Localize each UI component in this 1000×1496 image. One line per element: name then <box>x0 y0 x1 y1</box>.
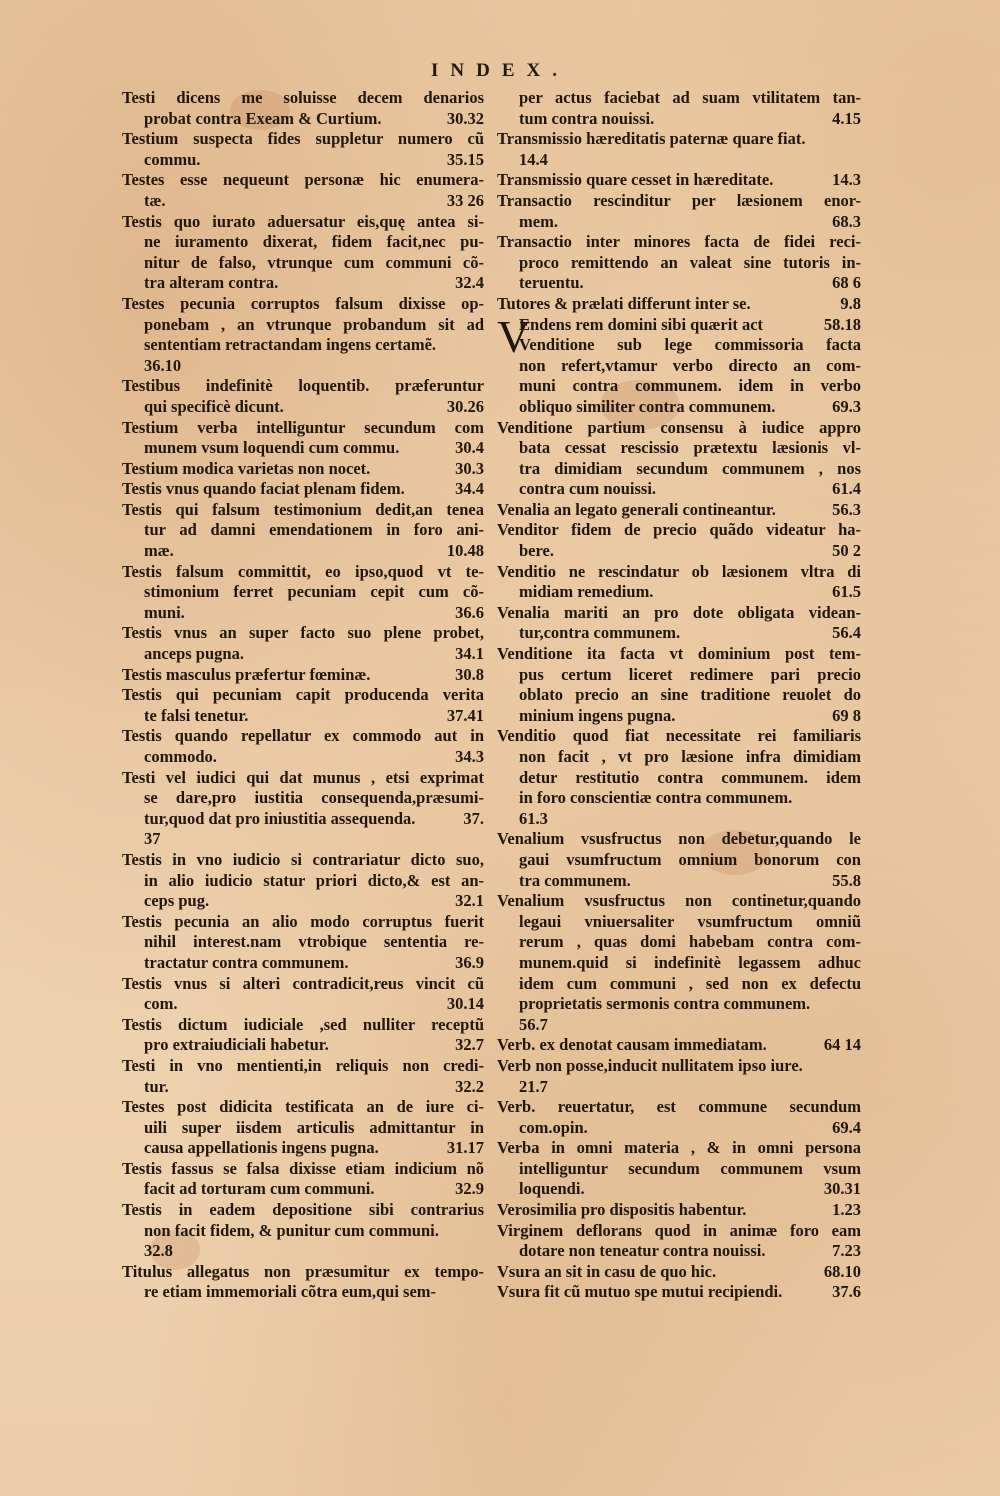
page-reference: 61.3 <box>519 808 548 828</box>
index-entry <box>122 459 484 480</box>
index-entry <box>122 562 484 624</box>
entry-line: Transactio rescinditur per læsionem enor- <box>497 190 861 210</box>
index-entry <box>497 1200 861 1221</box>
page-reference: 9.8 <box>840 293 861 313</box>
entry-text: Verb. ex denotat causam immediatam. <box>497 1035 767 1055</box>
entry-text: pro extraiudiciali habetur. <box>144 1035 329 1055</box>
entry-line: nihil interest.nam vtrobique sententia re- <box>144 932 484 952</box>
entry-line: Testi vel iudici qui dat munus , etsi exprimat <box>122 767 484 787</box>
entry-line: detur restitutio contra communem. idem <box>519 767 861 787</box>
entry-line <box>497 273 861 294</box>
entry-text: Transmissio quare cesset in hæreditate. <box>497 170 774 190</box>
index-entry <box>497 191 861 232</box>
entry-line: legaui vniuersaliter vsumfructum omniũ <box>519 911 861 931</box>
page-reference: 56.7 <box>519 1014 548 1034</box>
entry-text: com.opin. <box>519 1117 588 1137</box>
entry-line: Venditione partium consensu à iudice appro <box>497 417 861 437</box>
entry-line: Venditor fidem de precio quãdo videatur ha- <box>497 520 861 540</box>
entry-line: Venditione sub lege commissoria facta <box>519 335 861 355</box>
index-entry <box>497 129 861 170</box>
entry-line: Venditione ita facta vt dominium post tem- <box>497 644 861 664</box>
page-reference: 21.7 <box>519 1076 548 1096</box>
entry-line: non refert,vtamur verbo directo an com- <box>519 355 861 375</box>
page-header: INDEX. <box>431 60 569 81</box>
entry-text: munem vsum loquendi cum commu. <box>144 438 400 458</box>
entry-line <box>122 1035 484 1056</box>
entry-line: in foro conscientiæ contra communem. <box>519 788 793 808</box>
entry-line <box>497 212 861 233</box>
entry-line: Verb non posse,inducit nullitatem ipso iure. <box>497 1055 803 1075</box>
page-reference: 37.41 <box>446 705 484 725</box>
entry-text: mem. <box>519 211 558 231</box>
entry-text: Vsura an sit in casu de quo hic. <box>497 1261 717 1281</box>
entry-line: Verb. reuertatur, est commune secundum <box>497 1097 861 1117</box>
entry-line <box>497 294 861 315</box>
entry-line <box>122 706 484 727</box>
index-entry <box>122 726 484 767</box>
index-entry <box>122 1097 484 1159</box>
entry-text: ceps pug. <box>144 891 210 911</box>
index-entry <box>122 623 484 664</box>
entry-text: probat contra Exeam & Curtium. <box>144 108 382 128</box>
entry-line <box>497 109 861 130</box>
entry-line: rerum , quas domi habebam contra com- <box>519 932 861 952</box>
index-entry <box>122 665 484 686</box>
index-entry <box>122 1200 484 1262</box>
page-reference: 30.26 <box>446 396 484 416</box>
page-reference: 14.4 <box>519 149 548 169</box>
entry-line: Testis dictum iudiciale ,sed nulliter receptũ <box>122 1014 484 1034</box>
entry-text: commodo. <box>144 747 217 766</box>
page-reference: 69 8 <box>832 705 861 725</box>
index-entry <box>497 1097 861 1138</box>
page-reference: 35.15 <box>446 149 484 169</box>
index-entry <box>122 212 484 294</box>
page-reference: 56.3 <box>832 499 861 519</box>
page-reference: 30.14 <box>446 994 484 1014</box>
entry-line: Venditio ne rescindatur ob læsionem vltra di <box>497 561 861 581</box>
page-reference: 1.23 <box>832 1200 861 1220</box>
page-reference: 32.8 <box>144 1241 173 1261</box>
index-entry <box>122 1056 484 1097</box>
entry-line: Testis fassus se falsa dixisse etiam indicium nõ <box>122 1158 484 1178</box>
entry-line <box>497 706 861 727</box>
entry-line: Testi dicens me soluisse decem denarios <box>122 88 484 107</box>
entry-line: proco remittendo an valeat sine tutoris in- <box>519 252 861 272</box>
entry-text: Vsura fit cũ mutuo spe mutui recipiendi. <box>497 1282 783 1302</box>
entry-line <box>497 871 861 892</box>
page-reference: 61.5 <box>832 582 861 602</box>
index-entry <box>122 88 484 129</box>
entry-text: tractatur contra communem. <box>144 952 349 972</box>
entry-line: Transmissio hæreditatis paternæ quare fiat. <box>497 129 806 149</box>
page-reference: 30.4 <box>455 438 484 458</box>
entry-line <box>122 747 484 768</box>
page-reference: 33 26 <box>446 190 484 210</box>
page-reference: 34.3 <box>455 747 484 766</box>
page-reference: 30.32 <box>446 108 484 128</box>
entry-text: muni. <box>144 602 185 622</box>
entry-line <box>497 170 861 191</box>
entry-text: tum contra nouissi. <box>519 108 655 128</box>
page-reference: 32.4 <box>455 273 484 293</box>
page-reference: 32.2 <box>455 1076 484 1096</box>
entry-text: commu. <box>144 149 201 169</box>
entry-line: proprietatis sermonis contra communem. <box>519 994 811 1014</box>
index-entry <box>497 1262 861 1283</box>
entry-line: Testis falsum committit, eo ipso,quod vt te- <box>122 561 484 581</box>
entry-line: pus certum liceret redimere pari precio <box>519 664 861 684</box>
entry-line <box>497 1179 861 1200</box>
page-reference: 55.8 <box>832 870 861 890</box>
entry-text: loquendi. <box>519 1179 585 1199</box>
entry-line: Venalia mariti an pro dote obligata videan- <box>497 602 861 622</box>
index-entry <box>122 1262 484 1303</box>
page-reference: 30.3 <box>455 458 484 478</box>
index-entry <box>122 912 484 974</box>
entry-text: tur,quod dat pro iniustitia assequenda. <box>144 808 416 828</box>
entry-line <box>122 397 484 418</box>
entry-line: Testis vnus an super facto suo plene probet, <box>122 623 484 643</box>
entry-line <box>122 438 484 459</box>
index-entry <box>122 376 484 417</box>
page-reference: 36.9 <box>455 952 484 972</box>
entry-text: tra communem. <box>519 870 631 890</box>
entry-line: re etiam immemoriali cõtra eum,qui sem- <box>144 1282 437 1302</box>
entry-text: causa appellationis ingens pugna. <box>144 1138 379 1158</box>
page-reference: 68.10 <box>823 1261 861 1281</box>
entry-line: uili super iisdem articulis admittantur in <box>144 1117 484 1137</box>
entry-line <box>497 1282 861 1303</box>
index-entry <box>497 1035 861 1056</box>
page-reference: 50 2 <box>832 541 861 561</box>
entry-line: tra dimidiam secundum communem , nos <box>519 458 861 478</box>
page-reference: 69.3 <box>832 396 861 416</box>
entry-line: gaui vsumfructum omnium bonorum con <box>519 849 861 869</box>
page-reference: 68 6 <box>832 273 861 293</box>
page-reference: 7.23 <box>832 1241 861 1261</box>
entry-line: Testis quando repellatur ex commodo aut in <box>122 726 484 746</box>
entry-line: Testis vnus si alteri contradicit,reus vincit cũ <box>122 973 484 993</box>
entry-line <box>497 1241 861 1262</box>
page-reference: 10.48 <box>446 541 484 561</box>
drop-cap: V <box>497 310 531 362</box>
entry-line <box>497 1262 861 1283</box>
entry-text: facit ad torturam cum communi. <box>144 1179 375 1199</box>
entry-line <box>122 644 484 665</box>
page-reference: 37.6 <box>832 1282 861 1302</box>
entry-text: Testis vnus quando faciat plenam fidem. <box>122 479 405 499</box>
entry-line <box>497 1118 861 1139</box>
entry-text: minium ingens pugna. <box>519 705 676 725</box>
entry-line <box>122 541 484 562</box>
index-entry <box>497 1138 861 1200</box>
entry-line: muni contra communem. idem in verbo <box>519 376 861 396</box>
entry-line: tur ad damni emendationem in foro ani- <box>144 520 484 540</box>
entry-line: se dare,pro iustitia consequenda,præsumi- <box>144 788 484 808</box>
index-entry <box>497 726 861 829</box>
index-column-right <box>497 88 861 1303</box>
page-reference: 32.1 <box>455 891 484 911</box>
page-reference: 68.3 <box>832 211 861 231</box>
page-reference: 36.6 <box>455 602 484 622</box>
page-reference: 69.4 <box>832 1117 861 1137</box>
entry-line <box>122 191 484 212</box>
entry-text: bere. <box>519 541 554 561</box>
index-entry <box>497 500 861 521</box>
index-entry <box>497 644 861 726</box>
page-reference: 32.9 <box>455 1179 484 1199</box>
entry-line: nitur de falso, vtrunque cum communi cõ- <box>144 252 484 272</box>
entry-line: Venalium vsusfructus non continetur,quando <box>497 891 861 911</box>
index-entry <box>497 562 861 603</box>
index-entry <box>122 1159 484 1200</box>
index-entry <box>122 974 484 1015</box>
entry-line: per actus faciebat ad suam vtilitatem tan- <box>519 88 861 107</box>
index-entry <box>122 1015 484 1056</box>
entry-line: Testes pecunia corruptos falsum dixisse op- <box>122 293 484 313</box>
index-entry <box>122 850 484 912</box>
entry-line <box>122 603 484 624</box>
index-entry <box>122 479 484 500</box>
entry-line <box>497 315 861 336</box>
entry-line: Titulus allegatus non præsumitur ex tempo- <box>122 1261 484 1281</box>
entry-line: Testium verba intelliguntur secundum com <box>122 417 484 437</box>
entry-text: teruentu. <box>519 273 584 293</box>
entry-line <box>122 459 484 480</box>
entry-line <box>497 1200 861 1221</box>
entry-line: Testibus indefinitè loquentib. præferuntur <box>122 376 484 396</box>
entry-line: stimonium ferret pecuniam cepit cum cõ- <box>144 582 484 602</box>
index-entry <box>122 294 484 376</box>
page-reference: 36.10 <box>144 355 182 375</box>
entry-line <box>122 809 484 830</box>
entry-text: com. <box>144 994 178 1014</box>
page-reference: 30.31 <box>823 1179 861 1199</box>
entry-line: Virginem deflorans quod in animæ foro eam <box>497 1220 861 1240</box>
entry-text: anceps pugna. <box>144 644 244 664</box>
entry-line: non facit fidem, & punitur cum communi. <box>144 1220 439 1240</box>
entry-line: Transactio inter minores facta de fidei reci- <box>497 232 861 252</box>
entry-text: Testium modica varietas non nocet. <box>122 458 371 478</box>
index-entry <box>497 418 861 500</box>
entry-line: Testis in eadem depositione sibi contrarius <box>122 1200 484 1220</box>
entry-line: munem.quid si indefinitè legassem adhuc <box>519 952 861 972</box>
entry-line: Testes esse nequeunt personæ hic enumera- <box>122 170 484 190</box>
index-entry <box>122 500 484 562</box>
index-entry <box>497 1282 861 1303</box>
entry-line <box>122 891 484 912</box>
entry-text: contra cum nouissi. <box>519 479 657 499</box>
index-entry <box>497 335 861 417</box>
entry-line <box>122 1179 484 1200</box>
entry-line: oblato precio an sine traditione reuolet do <box>519 685 861 705</box>
index-entry <box>122 129 484 170</box>
entry-line: Verba in omni materia , & in omni persona <box>497 1138 861 1158</box>
entry-text: qui specificè dicunt. <box>144 396 284 416</box>
entry-text: tra alteram contra. <box>144 273 279 293</box>
entry-line <box>497 623 861 644</box>
page-reference: 34.1 <box>455 644 484 664</box>
index-column-left <box>122 88 484 1303</box>
entry-line: sententiam retractandam ingens certamẽ. <box>144 335 437 355</box>
entry-line: Testis quo iurato aduersatur eis,quę antea si- <box>122 211 484 231</box>
page-reference: 34.4 <box>455 479 484 499</box>
entry-line <box>122 150 484 171</box>
entry-text: Endens rem domini sibi quærit act <box>519 314 764 334</box>
entry-line: ne iuramento dixerat, fidem facit,nec pu- <box>144 232 484 252</box>
entry-line <box>122 1138 484 1159</box>
page-reference: 4.15 <box>832 108 861 128</box>
page-reference: 32.7 <box>455 1035 484 1055</box>
entry-line: Testis qui falsum testimonium dedit,an tenea <box>122 499 484 519</box>
index-entry <box>497 170 861 191</box>
index-entry <box>497 294 861 315</box>
page-reference: 56.4 <box>832 623 861 643</box>
page-reference: 31.17 <box>446 1138 484 1158</box>
entry-line <box>122 665 484 686</box>
page-reference: 14.3 <box>832 170 861 190</box>
entry-line <box>122 109 484 130</box>
entry-line: Venditio quod fiat necessitate rei familiaris <box>497 726 861 746</box>
entry-line <box>497 1035 861 1056</box>
entry-line <box>122 1077 484 1098</box>
entry-line: ponebam , an vtrunque probandum sit ad <box>144 314 484 334</box>
entry-line: in alio iudicio statur priori dicto,& est an- <box>144 870 484 890</box>
page-reference: 37 <box>144 829 161 849</box>
entry-line: Testis in vno iudicio si contrariatur dicto suo, <box>122 849 484 869</box>
entry-text: midiam remedium. <box>519 582 654 602</box>
entry-line <box>122 273 484 294</box>
index-entry <box>497 520 861 561</box>
index-entry <box>497 829 861 891</box>
entry-line: Testis qui pecuniam capit producenda verita <box>122 685 484 705</box>
page-reference: 64 14 <box>823 1035 861 1055</box>
page-reference: 61.4 <box>832 479 861 499</box>
entry-line <box>497 582 861 603</box>
entry-line: Testis pecunia an alio modo corruptus fuerit <box>122 911 484 931</box>
index-entry <box>122 685 484 726</box>
entry-line <box>497 479 861 500</box>
index-entry <box>122 170 484 211</box>
entry-line: intelliguntur secundum communem vsum <box>519 1158 861 1178</box>
entry-line <box>497 541 861 562</box>
entry-text: te falsi tenetur. <box>144 705 249 725</box>
entry-text: dotare non teneatur contra nouissi. <box>519 1241 766 1261</box>
page-reference: 58.18 <box>823 314 861 334</box>
entry-line <box>122 994 484 1015</box>
entry-line: non facit , vt pro læsione infra dimidiam <box>519 747 861 766</box>
index-entry <box>122 768 484 850</box>
entry-text: Venalia an legato generali contineantur. <box>497 499 776 519</box>
entry-text: Verosimilia pro dispositis habentur. <box>497 1200 747 1220</box>
entry-text: tæ. <box>144 190 166 210</box>
index-entry <box>497 603 861 644</box>
index-entry <box>497 1056 861 1097</box>
index-entry <box>497 88 861 129</box>
index-entry <box>497 1221 861 1262</box>
entry-line <box>122 479 484 500</box>
entry-text: mæ. <box>144 541 174 561</box>
entry-line: idem cum communi , sed non ex defectu <box>519 973 861 993</box>
entry-line <box>122 953 484 974</box>
page-reference: 30.8 <box>455 664 484 684</box>
page-reference: 37. <box>463 808 484 828</box>
entry-line <box>497 397 861 418</box>
entry-line: bata cessat rescissio prætextu læsionis vl- <box>519 438 861 458</box>
index-entry <box>497 232 861 294</box>
entry-line <box>497 500 861 521</box>
entry-text: tur. <box>144 1076 169 1096</box>
index-entry <box>122 418 484 459</box>
entry-text: Tutores & prælati differunt inter se. <box>497 293 751 313</box>
entry-line: Testi in vno mentienti,in reliquis non credi- <box>122 1055 484 1075</box>
entry-text: Testis masculus præfertur fœminæ. <box>122 664 371 684</box>
entry-line: Venalium vsusfructus non debetur,quando le <box>497 829 861 849</box>
entry-text: tur,contra communem. <box>519 623 681 643</box>
index-entry <box>497 891 861 1035</box>
entry-text: obliquo similiter contra communem. <box>519 396 776 416</box>
entry-line: Testes post didicita testificata an de iure ci- <box>122 1097 484 1117</box>
entry-line: Testium suspecta fides suppletur numero cũ <box>122 129 484 149</box>
